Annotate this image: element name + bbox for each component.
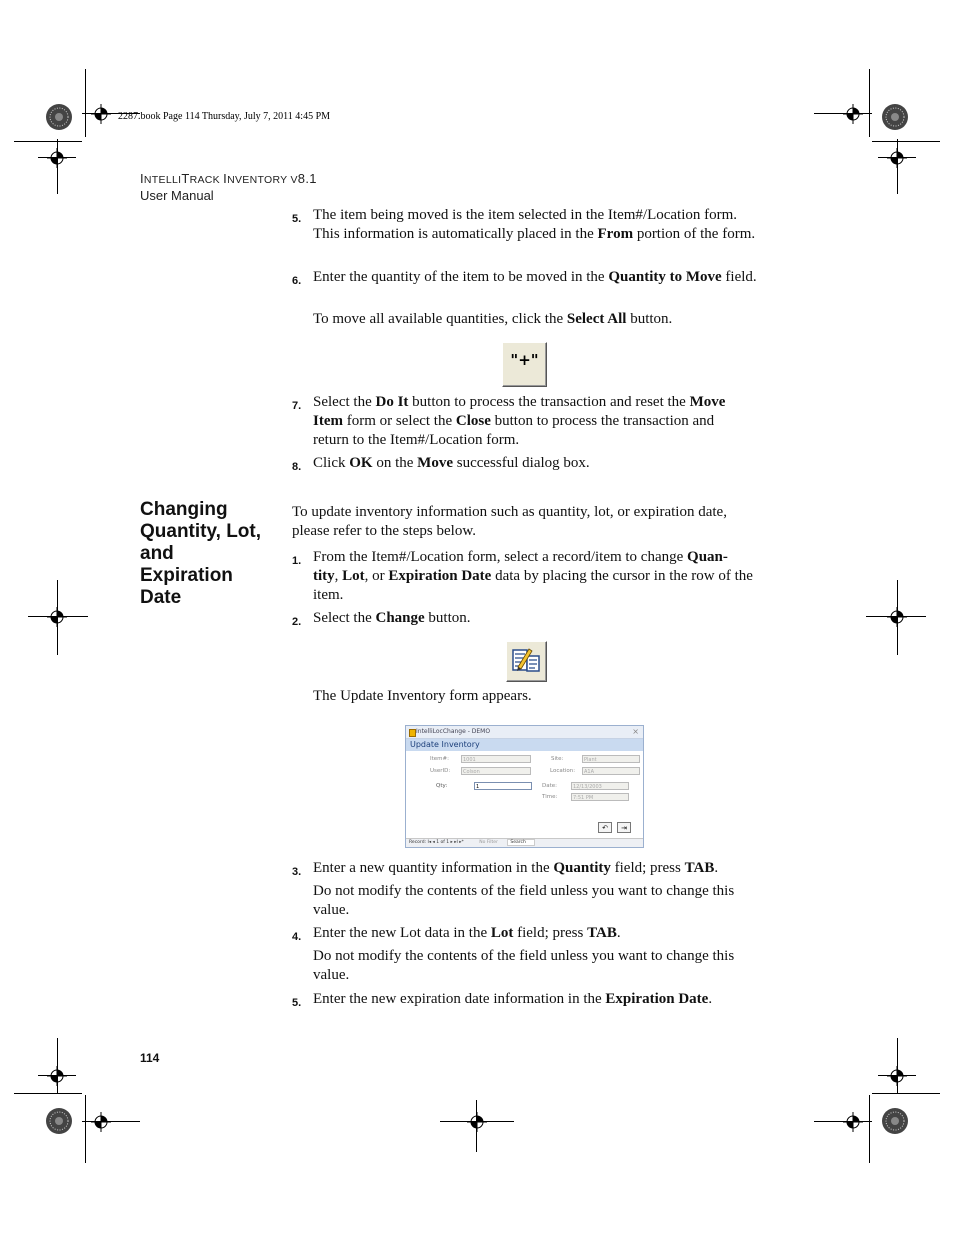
step-number: 4.	[292, 931, 302, 943]
qty-field[interactable]: 1	[474, 782, 532, 790]
step-text: From the Item#/Location form, select a record/item to change Quan-tity, Lot, or Expiration Date data by placing the cursor in the row of the item.	[313, 549, 753, 603]
crop-line	[872, 1093, 940, 1094]
crop-line	[28, 616, 88, 617]
update-inventory-screenshot	[405, 725, 644, 848]
select-all-button[interactable]	[502, 342, 547, 387]
page-number: 114	[140, 1051, 160, 1065]
step-text: Enter the new expiration date information in the Expiration Date.	[313, 991, 713, 1007]
crop-line	[476, 1100, 477, 1152]
crop-line	[57, 580, 58, 655]
crop-line	[869, 69, 870, 137]
section-heading-line: Quantity, Lot,	[140, 521, 262, 542]
section-heading	[140, 499, 280, 609]
step-number: 5.	[292, 213, 302, 225]
change-form-icon	[511, 647, 541, 675]
crop-line	[85, 1095, 86, 1163]
field-label: UserID:	[430, 768, 451, 774]
header-title-part: I	[140, 171, 144, 186]
date-field[interactable]: 12/13/2003	[571, 782, 629, 790]
step-number: 1.	[292, 555, 302, 567]
crop-line	[814, 113, 872, 114]
field-label: Site:	[551, 756, 564, 762]
step-text: Enter the new Lot data in the Lot field; press TAB.	[313, 925, 621, 941]
step-text: The item being moved is the item selected in the Item#/Location form. This information is automatically placed in the From portion of the form.	[313, 207, 756, 242]
step-number: 6.	[292, 275, 302, 287]
undo-button[interactable]: ↶	[598, 822, 612, 833]
registration-rosette-icon	[45, 1107, 73, 1135]
crosshair-icon	[467, 1112, 487, 1132]
intro-paragraph: To update inventory information such as quantity, lot, or expiration date, please refer to the steps below.	[292, 504, 727, 539]
crop-line	[57, 1038, 58, 1093]
exit-button[interactable]: ⇥	[617, 822, 631, 833]
change-button[interactable]	[506, 641, 547, 682]
step-number: 2.	[292, 616, 302, 628]
crop-line	[869, 1095, 870, 1163]
crop-line	[14, 141, 82, 142]
crop-line	[57, 139, 58, 194]
section-heading-line: Expiration	[140, 565, 233, 586]
window-title: IntelliLocChange - DEMO	[416, 728, 491, 735]
print-slug: 2287.book Page 114 Thursday, July 7, 2011 4:45 PM	[118, 111, 331, 122]
window-titlebar	[406, 726, 643, 739]
close-icon[interactable]: ×	[632, 727, 639, 736]
field-label: Qty:	[436, 783, 448, 789]
section-heading-line: Date	[140, 587, 182, 608]
step-text: Select the Do It button to process the transaction and reset the Move Item form or select the Close button to process the transaction and return to the Item#/Location form.	[313, 394, 726, 448]
crop-line	[897, 580, 898, 655]
registration-rosette-icon	[881, 103, 909, 131]
header-title-part: I	[223, 171, 228, 186]
step-text: Select the Change button.	[313, 610, 471, 626]
header-title-part: RACK	[189, 174, 224, 186]
crop-line	[814, 1121, 872, 1122]
step-number: 3.	[292, 866, 302, 878]
step-text: Enter the quantity of the item to be moved in the Quantity to Move field.	[313, 269, 757, 285]
running-header-title	[140, 171, 317, 186]
crop-line	[14, 1093, 82, 1094]
field-label: Time:	[542, 794, 558, 800]
step-number: 8.	[292, 461, 302, 473]
section-heading-line: Changing	[140, 499, 228, 520]
step-note: The Update Inventory form appears.	[313, 688, 532, 704]
field-label: Date:	[542, 783, 557, 789]
step-note: Do not modify the contents of the field unless you want to change this value.	[313, 948, 735, 983]
step-text: Enter a new quantity information in the Quantity field; press TAB.	[313, 860, 719, 876]
search-box[interactable]: Search	[507, 839, 534, 846]
crop-line	[440, 1121, 514, 1122]
crop-line	[897, 1038, 898, 1093]
crosshair-icon	[843, 104, 863, 124]
crop-line	[872, 141, 940, 142]
registration-rosette-icon	[881, 1107, 909, 1135]
time-field[interactable]: 7:51 PM	[571, 793, 629, 801]
filter-indicator: No Filter	[479, 840, 498, 845]
crop-line	[82, 1121, 140, 1122]
record-navigator[interactable]: Record: I◂ ◂ 1 of 1 ▸ ▸I ▸*	[409, 840, 464, 845]
header-title-part: 8.1	[297, 171, 317, 186]
running-header-subtitle: User Manual	[140, 188, 214, 203]
registration-rosette-icon	[45, 103, 73, 131]
userid-field[interactable]: Colson	[461, 767, 531, 775]
item-field[interactable]: 1001	[461, 755, 531, 763]
field-label: Location:	[550, 768, 576, 774]
crosshair-icon	[91, 1112, 111, 1132]
section-heading-line: and	[140, 543, 174, 564]
record-navigation-bar	[406, 838, 643, 847]
step-note: Do not modify the contents of the field unless you want to change this value.	[313, 883, 735, 918]
site-field[interactable]: Plant	[582, 755, 640, 763]
form-heading: Update Inventory	[406, 739, 643, 751]
header-title-part: NVENTORY V	[227, 174, 298, 186]
field-label: Item#:	[430, 756, 449, 762]
app-icon	[409, 729, 416, 737]
header-title-part: NTELLI	[143, 174, 182, 186]
header-title-part: T	[181, 171, 190, 186]
crop-line	[85, 69, 86, 137]
step-number: 7.	[292, 400, 302, 412]
location-field[interactable]: A1A	[582, 767, 640, 775]
crop-line	[897, 139, 898, 194]
crop-line	[866, 616, 926, 617]
step-note: To move all available quantities, click the Select All button.	[313, 311, 673, 327]
crosshair-icon	[91, 104, 111, 124]
step-number: 5.	[292, 997, 302, 1009]
select-all-icon: "+"	[510, 351, 539, 369]
crosshair-icon	[843, 1112, 863, 1132]
step-text: Click OK on the Move successful dialog box.	[313, 455, 590, 471]
